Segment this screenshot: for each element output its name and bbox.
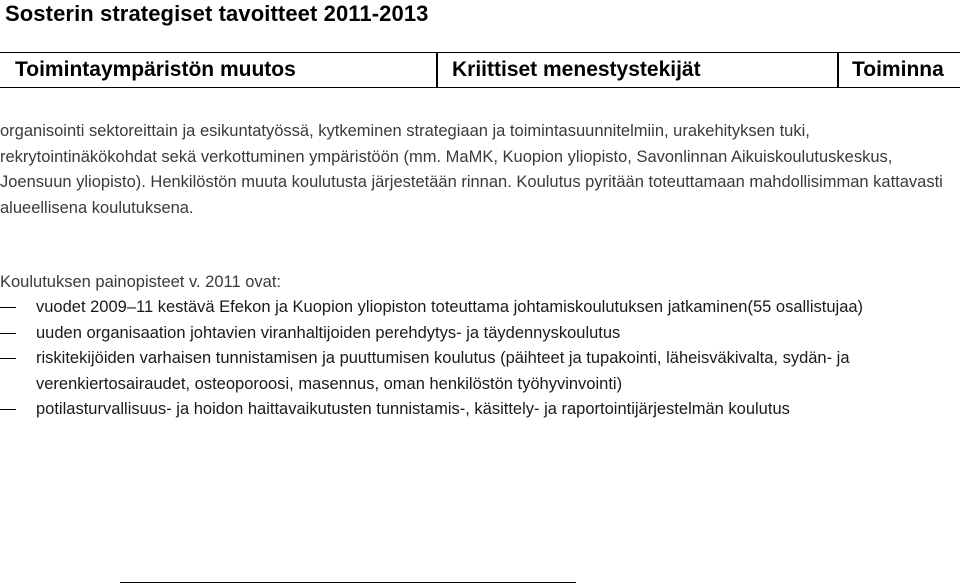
column-header-actions: Toiminna: [852, 58, 944, 81]
list-item: [0, 295, 950, 321]
body-paragraph: organisointi sektoreittain ja esikuntatyössä, kytkeminen strategiaan ja toimintasuunnitelmiin, urakehityksen tuki, rekrytointinäkökohdat sekä verkottuminen ympäristöön (mm. MaMK, Kuopion yliopisto, Savonlinnan Aikuiskoulutuskeskus, Joensuun yliopisto). Henkilöstön muuta koulutusta järjestetään rinnan. Koulutus pyritään toteuttamaan mahdollisimman kattavasti alueellisena koulutuksena.: [0, 122, 943, 217]
footnote-separator: [120, 582, 576, 583]
focus-list: [0, 295, 950, 423]
dash-bullet-icon: [0, 409, 16, 410]
table-header: [0, 52, 960, 88]
column-header-critical-success-factors: Kriittiset menestystekijät: [452, 58, 701, 81]
column-header-environment-change: Toimintaympäristön muutos: [15, 58, 296, 81]
document-title: Sosterin strategiset tavoitteet 2011-2013: [5, 1, 429, 26]
list-item: [0, 321, 950, 347]
list-item-text: potilasturvallisuus- ja hoidon haittavaikutusten tunnistamis-, käsittely- ja raportointijärjestelmän koulutus: [36, 400, 790, 418]
column-divider: [436, 53, 438, 87]
list-item-text: vuodet 2009–11 kestävä Efekon ja Kuopion yliopiston toteuttama johtamiskoulutuksen jatkaminen(55 osallistujaa): [36, 298, 864, 316]
dash-bullet-icon: [0, 307, 16, 308]
dash-bullet-icon: [0, 358, 16, 359]
list-item: [0, 346, 950, 397]
column-divider: [837, 53, 839, 87]
focus-heading: Koulutuksen painopisteet v. 2011 ovat:: [0, 273, 281, 291]
dash-bullet-icon: [0, 333, 16, 334]
list-item-text: riskitekijöiden varhaisen tunnistamisen ja puuttumisen koulutus (päihteet ja tupakointi, läheisväkivalta, sydän- ja verenkiertosairaudet, osteoporoosi, masennus, oman henkilöstön työhyvinvointi): [36, 349, 850, 393]
list-item-text: uuden organisaation johtavien viranhaltijoiden perehdytys- ja täydennyskoulutus: [36, 323, 621, 342]
list-item: [0, 397, 950, 423]
